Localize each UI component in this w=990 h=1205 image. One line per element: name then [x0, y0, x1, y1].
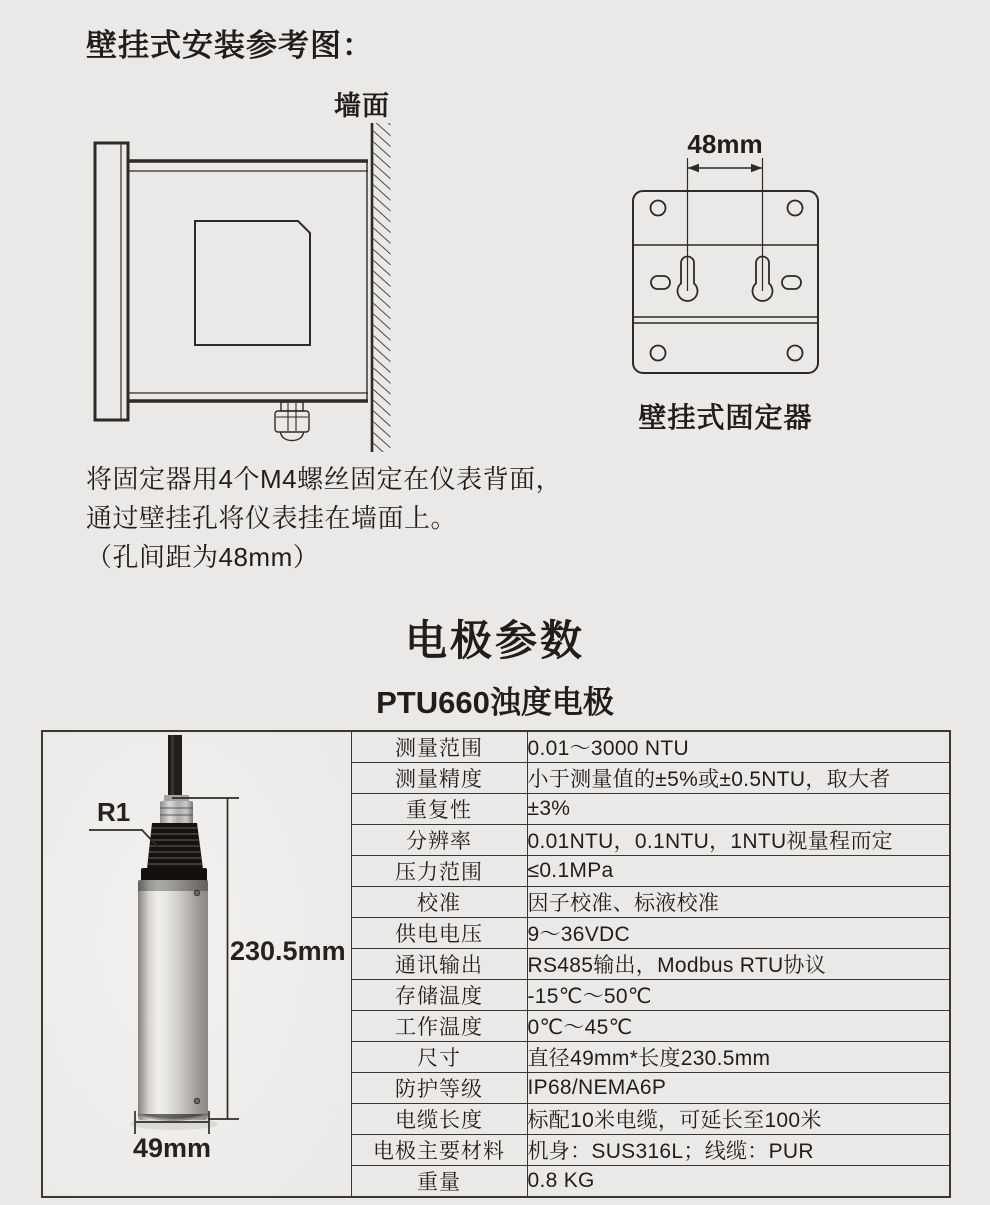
spec-label: 防护等级: [351, 1073, 527, 1104]
side-view-diagram: [95, 123, 391, 452]
instruction-line: 通过壁挂孔将仪表挂在墙面上。: [86, 503, 458, 533]
spec-label: 通讯输出: [351, 949, 527, 980]
dimension-48mm-arrow: [688, 158, 763, 291]
sensor-photo: [43, 735, 349, 1194]
spec-value: ±3%: [527, 794, 950, 825]
spec-label: 尺寸: [351, 1042, 527, 1073]
diameter-dimension-label: 49mm: [132, 1132, 212, 1163]
cable-gland: [275, 402, 309, 441]
spec-value: 0℃～45℃: [527, 1011, 950, 1042]
wall-hatching: [372, 123, 391, 452]
spec-label: 重复性: [351, 794, 527, 825]
sensor-photo-cell: [42, 731, 351, 1197]
instruction-line: （孔间距为48mm）: [86, 542, 320, 572]
sensor-cable: [168, 735, 182, 801]
spec-label: 压力范围: [351, 856, 527, 887]
spec-value: 小于测量值的±5%或±0.5NTU，取大者: [527, 763, 950, 794]
spec-label: 工作温度: [351, 1011, 527, 1042]
spec-value: ≤0.1MPa: [527, 856, 950, 887]
spec-value: 标配10米电缆，可延长至100米: [527, 1104, 950, 1135]
electrode-section-title: 电极参数: [404, 617, 585, 664]
spec-value: 0.01～3000 NTU: [527, 731, 950, 763]
spec-value: 因子校准、标液校准: [527, 887, 950, 918]
electrode-spec-table: [41, 730, 951, 1198]
instruction-line: 将固定器用4个M4螺丝固定在仪表背面，: [86, 464, 563, 494]
spec-label: 重量: [351, 1166, 527, 1198]
spec-label: 校准: [351, 887, 527, 918]
hole-spacing-dimension-label: 48mm: [687, 129, 763, 159]
wall-surface-label: 墙面: [334, 91, 390, 121]
spec-value: 9～36VDC: [527, 918, 950, 949]
sensor-connector: [160, 795, 193, 825]
spec-label: 测量精度: [351, 763, 527, 794]
length-dimension-label: 230.5mm: [230, 935, 346, 966]
spec-label: 分辨率: [351, 825, 527, 856]
spec-label: 电极主要材料: [351, 1135, 527, 1166]
spec-value: 0.8 KG: [527, 1166, 950, 1198]
spec-label: 存储温度: [351, 980, 527, 1011]
installation-instructions: [86, 460, 562, 577]
keyhole-slot: [678, 257, 698, 301]
sensor-thread-cap: [141, 823, 208, 882]
spec-value: -15℃～50℃: [527, 980, 950, 1011]
spec-value: 机身：SUS316L；线缆：PUR: [527, 1135, 950, 1166]
spec-value: IP68/NEMA6P: [527, 1073, 950, 1104]
spec-label: 供电电压: [351, 918, 527, 949]
spec-label: 电缆长度: [351, 1104, 527, 1135]
electrode-subtitle: PTU660浊度电极: [376, 685, 614, 720]
thread-dimension-label: R1: [97, 796, 131, 827]
spec-label: 测量范围: [351, 731, 527, 763]
spec-value: RS485输出，Modbus RTU协议: [527, 949, 950, 980]
page-title: 壁挂式安装参考图：: [86, 28, 374, 63]
bracket-caption: 壁挂式固定器: [638, 402, 813, 433]
spec-value: 直径49mm*长度230.5mm: [527, 1042, 950, 1073]
keyhole-slot: [753, 257, 773, 301]
spec-value: 0.01NTU，0.1NTU，1NTU视量程而定: [527, 825, 950, 856]
sensor-body: [138, 880, 208, 1120]
bracket-diagram: [633, 158, 818, 373]
table-row: [42, 731, 950, 763]
